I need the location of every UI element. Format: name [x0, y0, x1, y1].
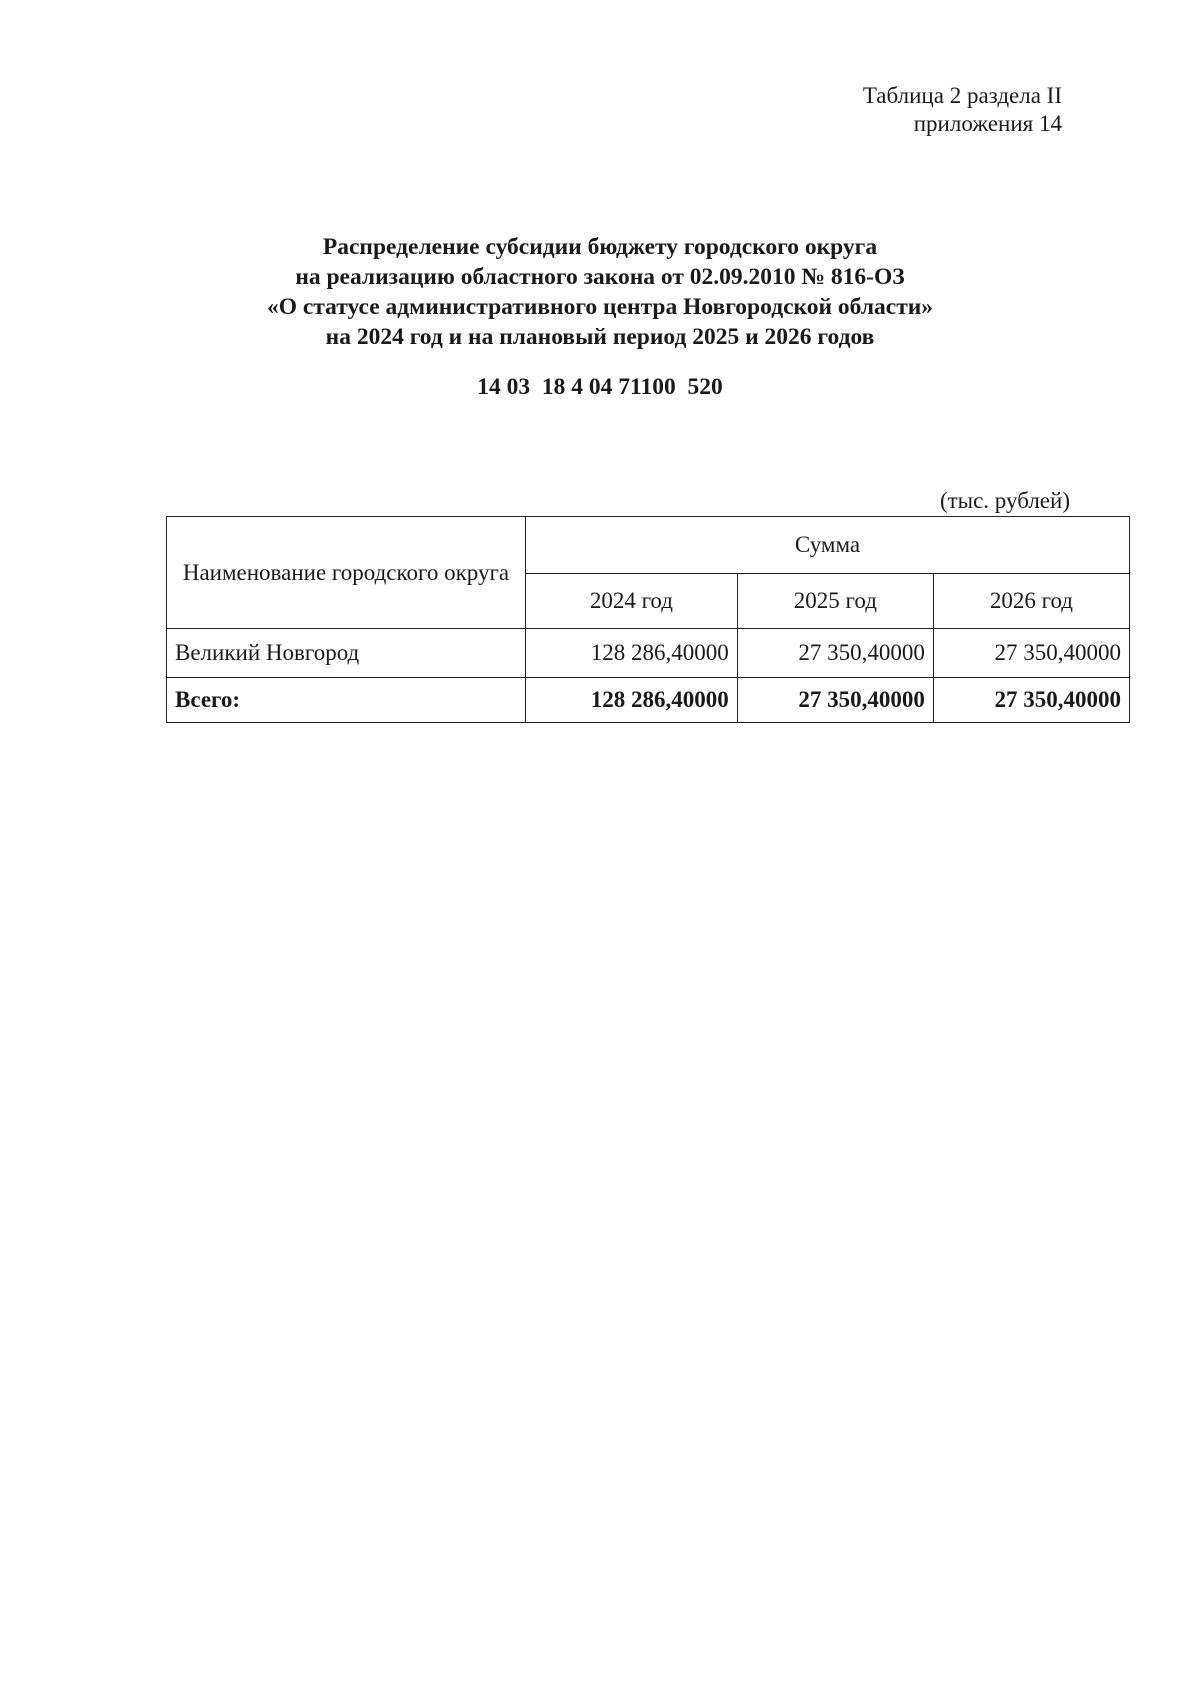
row-name: Великий Новгород: [167, 629, 526, 678]
total-name: Всего:: [167, 678, 526, 723]
header-year-2024: 2024 год: [526, 574, 738, 629]
budget-code: 14 03 18 4 04 71100 520: [477, 374, 723, 400]
total-value-2025: 27 350,40000: [737, 678, 933, 723]
header-year-2026: 2026 год: [933, 574, 1129, 629]
total-value-2026: 27 350,40000: [933, 678, 1129, 723]
header-sum: Сумма: [526, 517, 1130, 574]
total-value-2024: 128 286,40000: [526, 678, 738, 723]
table-total-row: [167, 678, 1130, 723]
reference-line-2: приложения 14: [913, 111, 1062, 136]
row-value-2024: 128 286,40000: [526, 629, 738, 678]
reference-note: [863, 82, 1062, 138]
row-value-2026: 27 350,40000: [933, 629, 1129, 678]
title-line-2: на реализацию областного закона от 02.09.2010 № 816-ОЗ: [295, 264, 905, 290]
row-value-2025: 27 350,40000: [737, 629, 933, 678]
subsidy-table: [166, 516, 1130, 723]
document-title: [0, 232, 1200, 352]
title-line-4: на 2024 год и на плановый период 2025 и 2026 годов: [325, 324, 875, 350]
reference-line-1: Таблица 2 раздела II: [862, 83, 1062, 108]
table-row: [167, 629, 1130, 678]
table-header-row: [167, 517, 1130, 574]
units-label: (тыс. рублей): [939, 488, 1070, 513]
title-line-1: Распределение субсидии бюджету городского округа: [322, 234, 878, 260]
title-line-3: «О статусе административного центра Новгородской области»: [266, 294, 934, 320]
header-name: Наименование городского округа: [167, 517, 526, 629]
header-year-2025: 2025 год: [737, 574, 933, 629]
